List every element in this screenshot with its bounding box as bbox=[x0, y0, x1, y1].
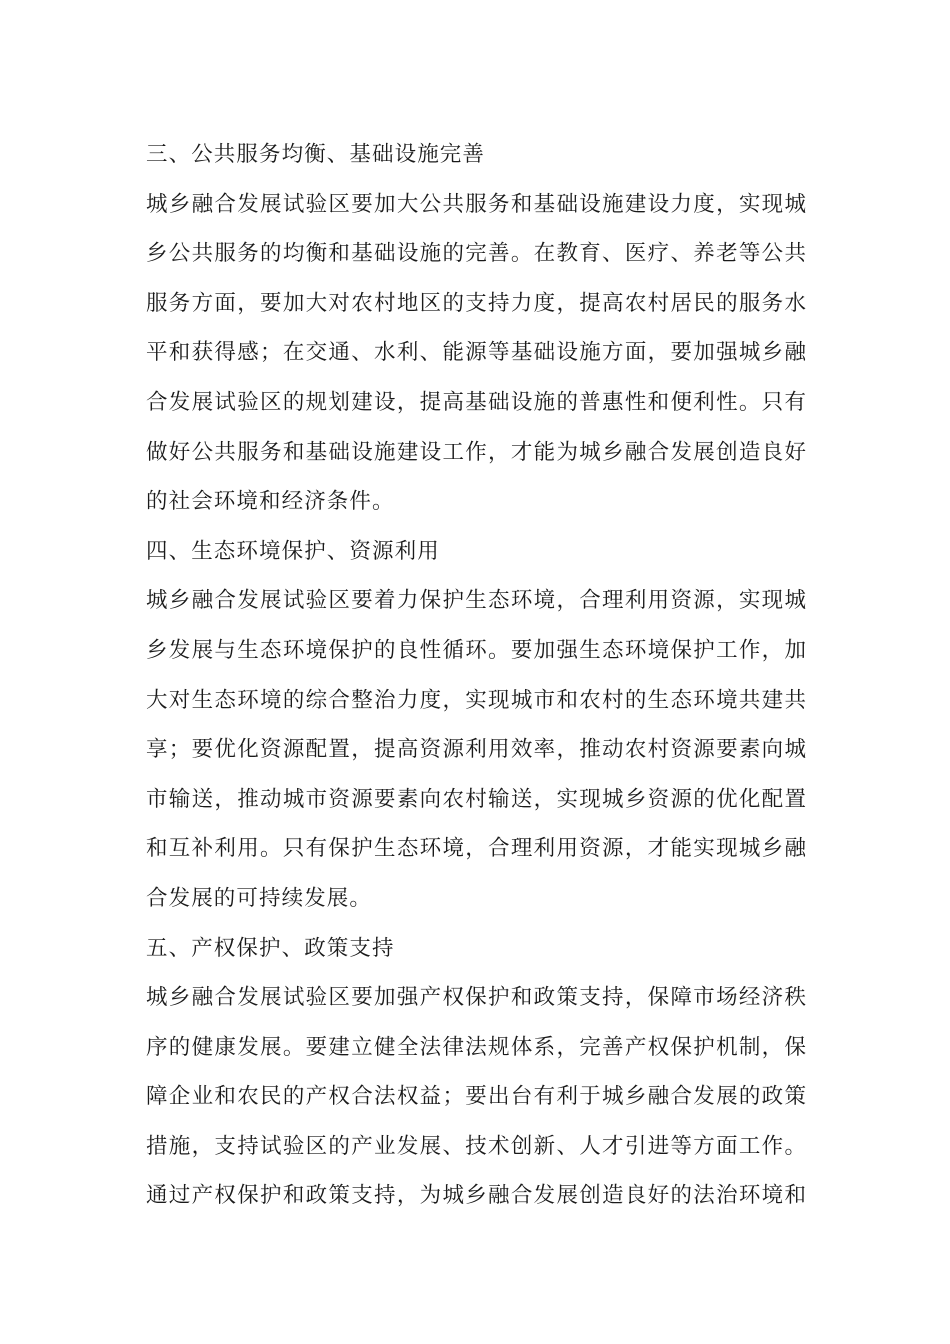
paragraph-line: 享；要优化资源配置，提高资源利用效率，推动农村资源要素向城 bbox=[146, 737, 806, 763]
paragraph-line: 和互补利用。只有保护生态环境，合理利用资源，才能实现城乡融 bbox=[146, 836, 806, 862]
document-body bbox=[146, 130, 806, 1221]
paragraph-line-last: 的社会环境和经济条件。 bbox=[146, 489, 395, 515]
paragraph-line: 服务方面，要加大对农村地区的支持力度，提高农村居民的服务水 bbox=[146, 290, 806, 316]
paragraph-line: 城乡融合发展试验区要加大公共服务和基础设施建设力度，实现城 bbox=[146, 191, 806, 217]
section-heading-4: 四、生态环境保护、资源利用 bbox=[146, 538, 440, 564]
paragraph-line: 乡发展与生态环境保护的良性循环。要加强生态环境保护工作，加 bbox=[146, 637, 806, 663]
paragraph-line: 序的健康发展。要建立健全法律法规体系，完善产权保护机制，保 bbox=[146, 1034, 806, 1060]
paragraph-line-last: 合发展的可持续发展。 bbox=[146, 885, 373, 911]
paragraph-line: 城乡融合发展试验区要加强产权保护和政策支持，保障市场经济秩 bbox=[146, 985, 806, 1011]
paragraph-line: 城乡融合发展试验区要着力保护生态环境，合理利用资源，实现城 bbox=[146, 588, 806, 614]
paragraph-line: 市输送，推动城市资源要素向农村输送，实现城乡资源的优化配置 bbox=[146, 786, 806, 812]
section-heading-5: 五、产权保护、政策支持 bbox=[146, 935, 395, 961]
paragraph-line: 合发展试验区的规划建设，提高基础设施的普惠性和便利性。只有 bbox=[146, 389, 806, 415]
paragraph-line: 大对生态环境的综合整治力度，实现城市和农村的生态环境共建共 bbox=[146, 687, 806, 713]
section-heading-3: 三、公共服务均衡、基础设施完善 bbox=[146, 142, 486, 167]
paragraph-line: 障企业和农民的产权合法权益；要出台有利于城乡融合发展的政策 bbox=[146, 1084, 806, 1110]
paragraph-line: 通过产权保护和政策支持，为城乡融合发展创造良好的法治环境和 bbox=[146, 1183, 806, 1209]
paragraph-line: 做好公共服务和基础设施建设工作，才能为城乡融合发展创造良好 bbox=[146, 439, 806, 465]
paragraph-line: 措施，支持试验区的产业发展、技术创新、人才引进等方面工作。 bbox=[146, 1133, 806, 1159]
paragraph-line: 乡公共服务的均衡和基础设施的完善。在教育、医疗、养老等公共 bbox=[146, 241, 806, 267]
paragraph-line: 平和获得感；在交通、水利、能源等基础设施方面，要加强城乡融 bbox=[146, 340, 806, 366]
